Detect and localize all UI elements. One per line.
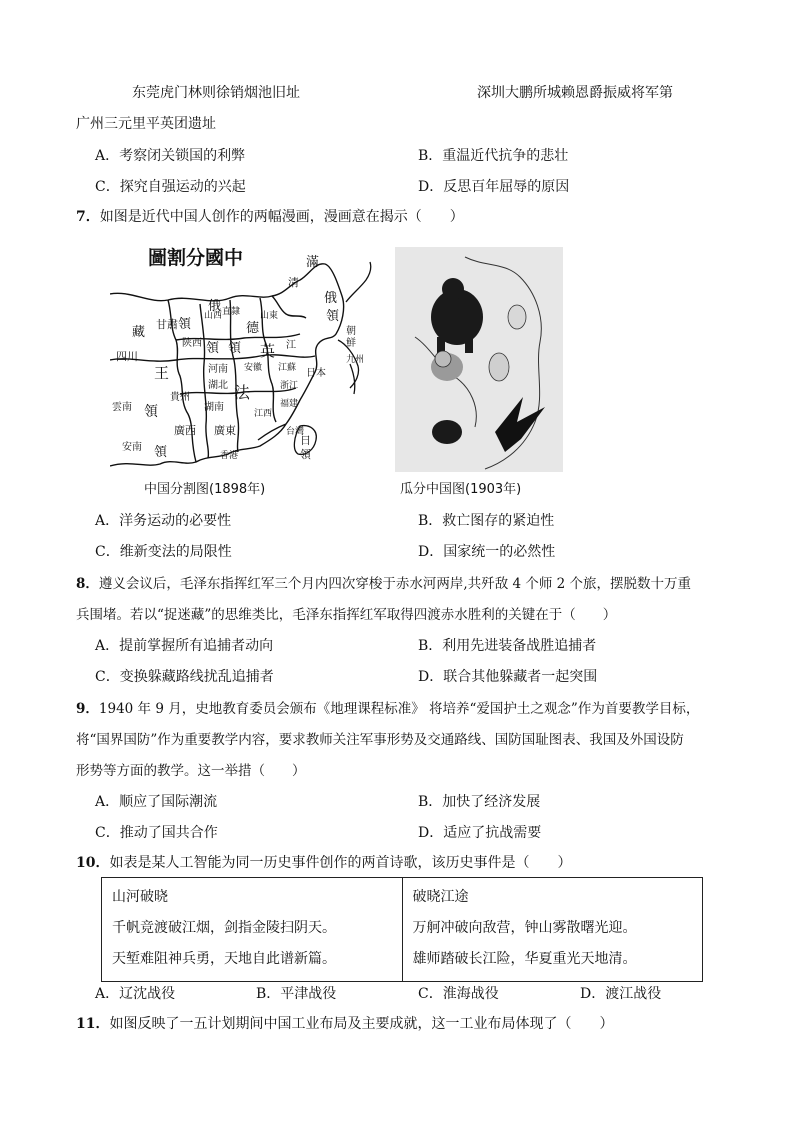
- svg-text:領: 領: [206, 341, 220, 356]
- svg-text:香港: 香港: [220, 451, 239, 461]
- poem-2-line1: 万舸冲破向敌营，钟山雾散曙光迎。: [412, 920, 637, 936]
- q7-option-b[interactable]: B．救亡图存的紧迫性: [418, 513, 555, 529]
- q6-option-c[interactable]: C．探究自强运动的兴起: [95, 179, 246, 195]
- q10-stem: 10．如表是某人工智能为同一历史事件创作的两首诗歌，该历史事件是（ ）: [76, 855, 572, 871]
- q8-option-d[interactable]: D．联合其他躲藏者一起突围: [418, 669, 598, 685]
- partition-map-figure: [110, 244, 372, 472]
- q8-option-b[interactable]: B．利用先进装备战胜追捕者: [418, 638, 597, 654]
- svg-text:俄: 俄: [324, 291, 338, 306]
- q7-option-d[interactable]: D．国家统一的必然性: [418, 544, 556, 560]
- poem-1-cell: [102, 878, 403, 982]
- svg-text:甘肅: 甘肅: [156, 318, 178, 331]
- q9-option-d[interactable]: D．适应了抗战需要: [418, 825, 542, 841]
- q6-option-b[interactable]: B．重温近代抗争的悲壮: [418, 148, 569, 164]
- map-title: 圖割分國中: [148, 247, 244, 269]
- poem-2-line2: 雄师踏破长江险，华夏重光天地清。: [412, 951, 637, 967]
- svg-text:安南: 安南: [122, 442, 142, 453]
- svg-text:王: 王: [154, 364, 170, 382]
- q8-option-c[interactable]: C．变换躲藏路线扰乱追捕者: [95, 669, 274, 685]
- q10-option-d[interactable]: D．渡江战役: [580, 986, 662, 1002]
- svg-text:湖南: 湖南: [204, 402, 224, 413]
- q9-option-a[interactable]: A．顺应了国际潮流: [95, 794, 218, 810]
- svg-text:安徽: 安徽: [244, 363, 263, 373]
- svg-text:雲南: 雲南: [112, 402, 132, 413]
- q7-option-c[interactable]: C．维新变法的局限性: [95, 544, 232, 560]
- poem-2-cell: [402, 878, 703, 982]
- svg-text:江: 江: [286, 340, 296, 351]
- svg-text:領: 領: [326, 309, 340, 324]
- q11-stem: 11．如图反映了一五计划期间中国工业布局及主要成就，这一工业布局体现了（ ）: [76, 1016, 614, 1032]
- svg-text:福建: 福建: [280, 399, 299, 409]
- q9-stem-line3: 形势等方面的教学。这一举措（ ）: [76, 763, 306, 779]
- q10-option-c[interactable]: C．淮海战役: [418, 986, 499, 1002]
- svg-text:領: 領: [178, 317, 192, 332]
- svg-text:江蘇: 江蘇: [278, 363, 297, 373]
- svg-text:日本: 日本: [306, 368, 326, 379]
- q10-option-a[interactable]: A．辽沈战役: [95, 986, 176, 1002]
- svg-text:藏: 藏: [132, 325, 146, 340]
- q9-stem-line2: 将“国界国防”作为重要教学内容，要求教师关注军事形势及交通路线、国防国耻图表、我国及外国设防: [76, 732, 684, 748]
- svg-text:貴州: 貴州: [170, 392, 190, 403]
- q10-option-b[interactable]: B．平津战役: [256, 986, 337, 1002]
- svg-text:領: 領: [154, 445, 168, 460]
- poem-2-title: 破晓江途: [412, 889, 469, 905]
- map-label-manchu: 滿: [306, 255, 320, 270]
- q7-option-a[interactable]: A．洋务运动的必要性: [95, 513, 232, 529]
- figure1-caption: 中国分割图(1898年): [144, 482, 266, 497]
- svg-text:河南: 河南: [208, 364, 228, 375]
- svg-text:直隸: 直隸: [222, 307, 241, 317]
- q8-stem-line1: 8．遵义会议后，毛泽东指挥红军三个月内四次穿梭于赤水河两岸,共歼敌 4 个师 2 个旅，摆脱数十万重: [76, 576, 692, 592]
- svg-text:領: 領: [300, 448, 311, 461]
- q7-stem: 7．如图是近代中国人创作的两幅漫画，漫画意在揭示（ ）: [76, 209, 464, 225]
- svg-text:台灣: 台灣: [286, 427, 305, 437]
- svg-text:德: 德: [246, 321, 260, 336]
- svg-text:廣西: 廣西: [174, 424, 196, 437]
- q8-stem-line2: 兵围堵。若以“捉迷藏”的思维类比，毛泽东指挥红军取得四渡赤水胜利的关键在于（ ）: [76, 607, 617, 623]
- svg-text:浙江: 浙江: [280, 381, 299, 391]
- svg-text:日: 日: [300, 434, 311, 447]
- svg-text:法: 法: [234, 383, 251, 402]
- svg-text:湖北: 湖北: [208, 380, 228, 391]
- svg-text:英: 英: [260, 342, 276, 360]
- caption-humen: 东莞虎门林则徐销烟池旧址: [132, 85, 300, 101]
- svg-text:廣東: 廣東: [214, 424, 236, 437]
- poem-1-title: 山河破晓: [112, 889, 168, 905]
- svg-text:俄: 俄: [208, 299, 222, 314]
- svg-text:陕西: 陕西: [182, 338, 202, 349]
- poem-1-line1: 千帆竞渡破江烟，剑指金陵扫阴天。: [112, 920, 336, 936]
- eagle-shape: [495, 397, 545, 452]
- poem-1-line2: 天堑难阻神兵勇，天地自此谱新篇。: [112, 951, 336, 967]
- figure2-caption: 瓜分中国图(1903年): [400, 482, 522, 497]
- svg-text:領: 領: [228, 341, 242, 356]
- q9-option-b[interactable]: B．加快了经济发展: [418, 794, 541, 810]
- svg-text:山東: 山東: [260, 311, 279, 321]
- svg-text:朝: 朝: [346, 326, 356, 337]
- svg-text:江西: 江西: [254, 409, 273, 419]
- svg-text:清: 清: [288, 276, 299, 289]
- svg-text:山西: 山西: [204, 311, 223, 321]
- svg-text:九州: 九州: [346, 355, 365, 365]
- q9-option-c[interactable]: C．推动了国共合作: [95, 825, 218, 841]
- svg-text:領: 領: [144, 404, 158, 420]
- carving-cartoon-figure: [395, 247, 563, 472]
- poems-table: [101, 877, 703, 982]
- partition-map: [110, 244, 372, 472]
- svg-text:四川: 四川: [116, 350, 138, 363]
- q6-option-a[interactable]: A．考察闭关锁国的利弊: [95, 148, 246, 164]
- svg-text:鮮: 鮮: [346, 338, 356, 349]
- q6-option-d[interactable]: D．反思百年屈辱的原因: [418, 179, 570, 195]
- caption-sanyuanli: 广州三元里平英团遗址: [76, 116, 216, 132]
- q8-option-a[interactable]: A．提前掌握所有追捕者动向: [95, 638, 274, 654]
- frog-shape: [432, 420, 462, 444]
- carving-cartoon: [395, 247, 563, 472]
- q9-stem-line1: 9．1940 年 9 月，史地教育委员会颁布《地理课程标准》 将培养“爱国护土之观念”作为首要教学目标，: [76, 701, 700, 717]
- caption-dapeng: 深圳大鹏所城赖恩爵振威将军第: [477, 85, 673, 101]
